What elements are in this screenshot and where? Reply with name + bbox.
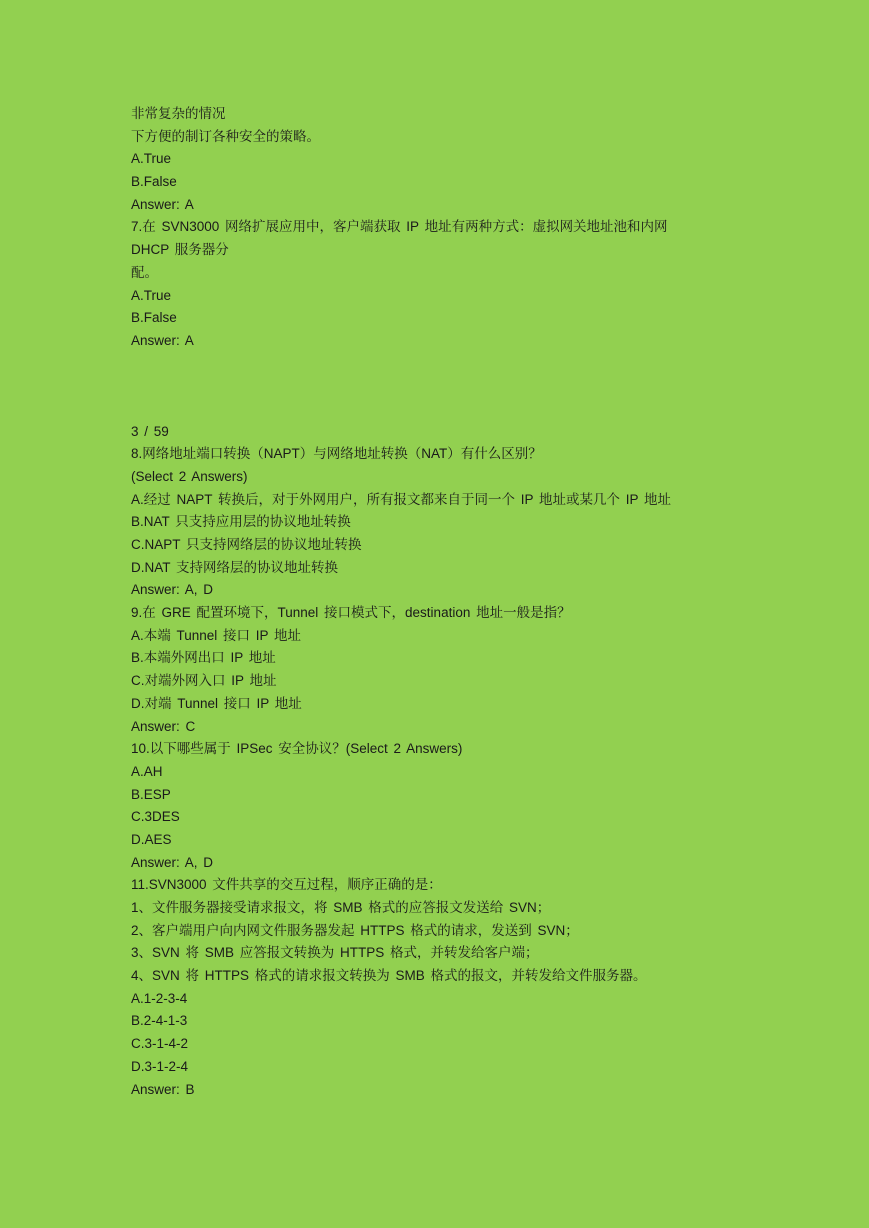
question-line: 11.SVN3000 文件共享的交互过程，顺序正确的是： [131, 877, 442, 893]
question-line: (Select 2 Answers) [131, 468, 248, 484]
step-line: 1、文件服务器接受请求报文，将 SMB 格式的应答报文发送给 SVN； [131, 900, 551, 915]
option-line: B.NAT 只支持应用层的协议地址转换 [131, 514, 351, 530]
answer-line: Answer: A [131, 332, 194, 348]
option-line: A.True [131, 151, 172, 167]
answer-line: Answer: A [131, 196, 194, 212]
question-line: 8.网络地址端口转换（NAPT）与网络地址转换（NAT）有什么区别？ [131, 446, 542, 462]
option-line: B.ESP [131, 786, 171, 802]
option-line: D.NAT 支持网络层的协议地址转换 [131, 559, 339, 575]
option-line: B.False [131, 174, 177, 190]
option-line: C.3DES [131, 809, 180, 825]
text-line: 非常复杂的情况 [131, 106, 226, 121]
option-line: A.AH [131, 763, 163, 779]
text-line: 下方便的制订各种安全的策略。 [131, 128, 320, 144]
option-line: B.2-4-1-3 [131, 1013, 188, 1029]
page-number: 3 / 59 [131, 423, 169, 439]
step-line: 2、客户端用户向内网文件服务器发起 HTTPS 格式的请求，发送到 SVN； [131, 922, 579, 938]
answer-line: Answer: C [131, 718, 196, 734]
option-line: C.3-1-4-2 [131, 1036, 189, 1052]
option-line: A.True [131, 287, 172, 303]
document-page [131, 103, 771, 1101]
answer-line: Answer: A, D [131, 854, 214, 870]
option-line: D.AES [131, 831, 172, 847]
question-line: DHCP 服务器分 [131, 242, 229, 258]
spacer [131, 353, 771, 421]
option-line: B.本端外网出口 IP 地址 [131, 650, 276, 666]
question-line: 10.以下哪些属于 IPSec 安全协议？(Select 2 Answers) [131, 741, 463, 757]
text-block-2 [131, 421, 771, 1102]
option-line: A.本端 Tunnel 接口 IP 地址 [131, 627, 302, 643]
step-line: 3、SVN 将 SMB 应答报文转换为 HTTPS 格式，并转发给客户端； [131, 945, 539, 961]
option-line: D.3-1-2-4 [131, 1058, 189, 1074]
answer-line: Answer: A, D [131, 582, 214, 598]
option-line: D.对端 Tunnel 接口 IP 地址 [131, 695, 302, 711]
question-line: 9.在 GRE 配置环境下，Tunnel 接口模式下，destination 地址一般是指？ [131, 605, 571, 621]
option-line: C.NAPT 只支持网络层的协议地址转换 [131, 537, 362, 552]
option-line: A.1-2-3-4 [131, 990, 188, 1006]
step-line: 4、SVN 将 HTTPS 格式的请求报文转换为 SMB 格式的报文，并转发给文件服务器。 [131, 968, 647, 984]
question-line: 7.在 SVN3000 网络扩展应用中，客户端获取 IP 地址有两种方式：虚拟网关地址池和内网 [131, 219, 668, 235]
text-block-1 [131, 103, 771, 353]
question-line: 配。 [131, 264, 158, 280]
option-line: B.False [131, 310, 177, 326]
answer-line: Answer: B [131, 1081, 195, 1097]
option-line: C.对端外网入口 IP 地址 [131, 673, 277, 689]
option-line: A.经过 NAPT 转换后，对于外网用户，所有报文都来自于同一个 IP 地址或某几个 IP 地址 [131, 491, 672, 507]
